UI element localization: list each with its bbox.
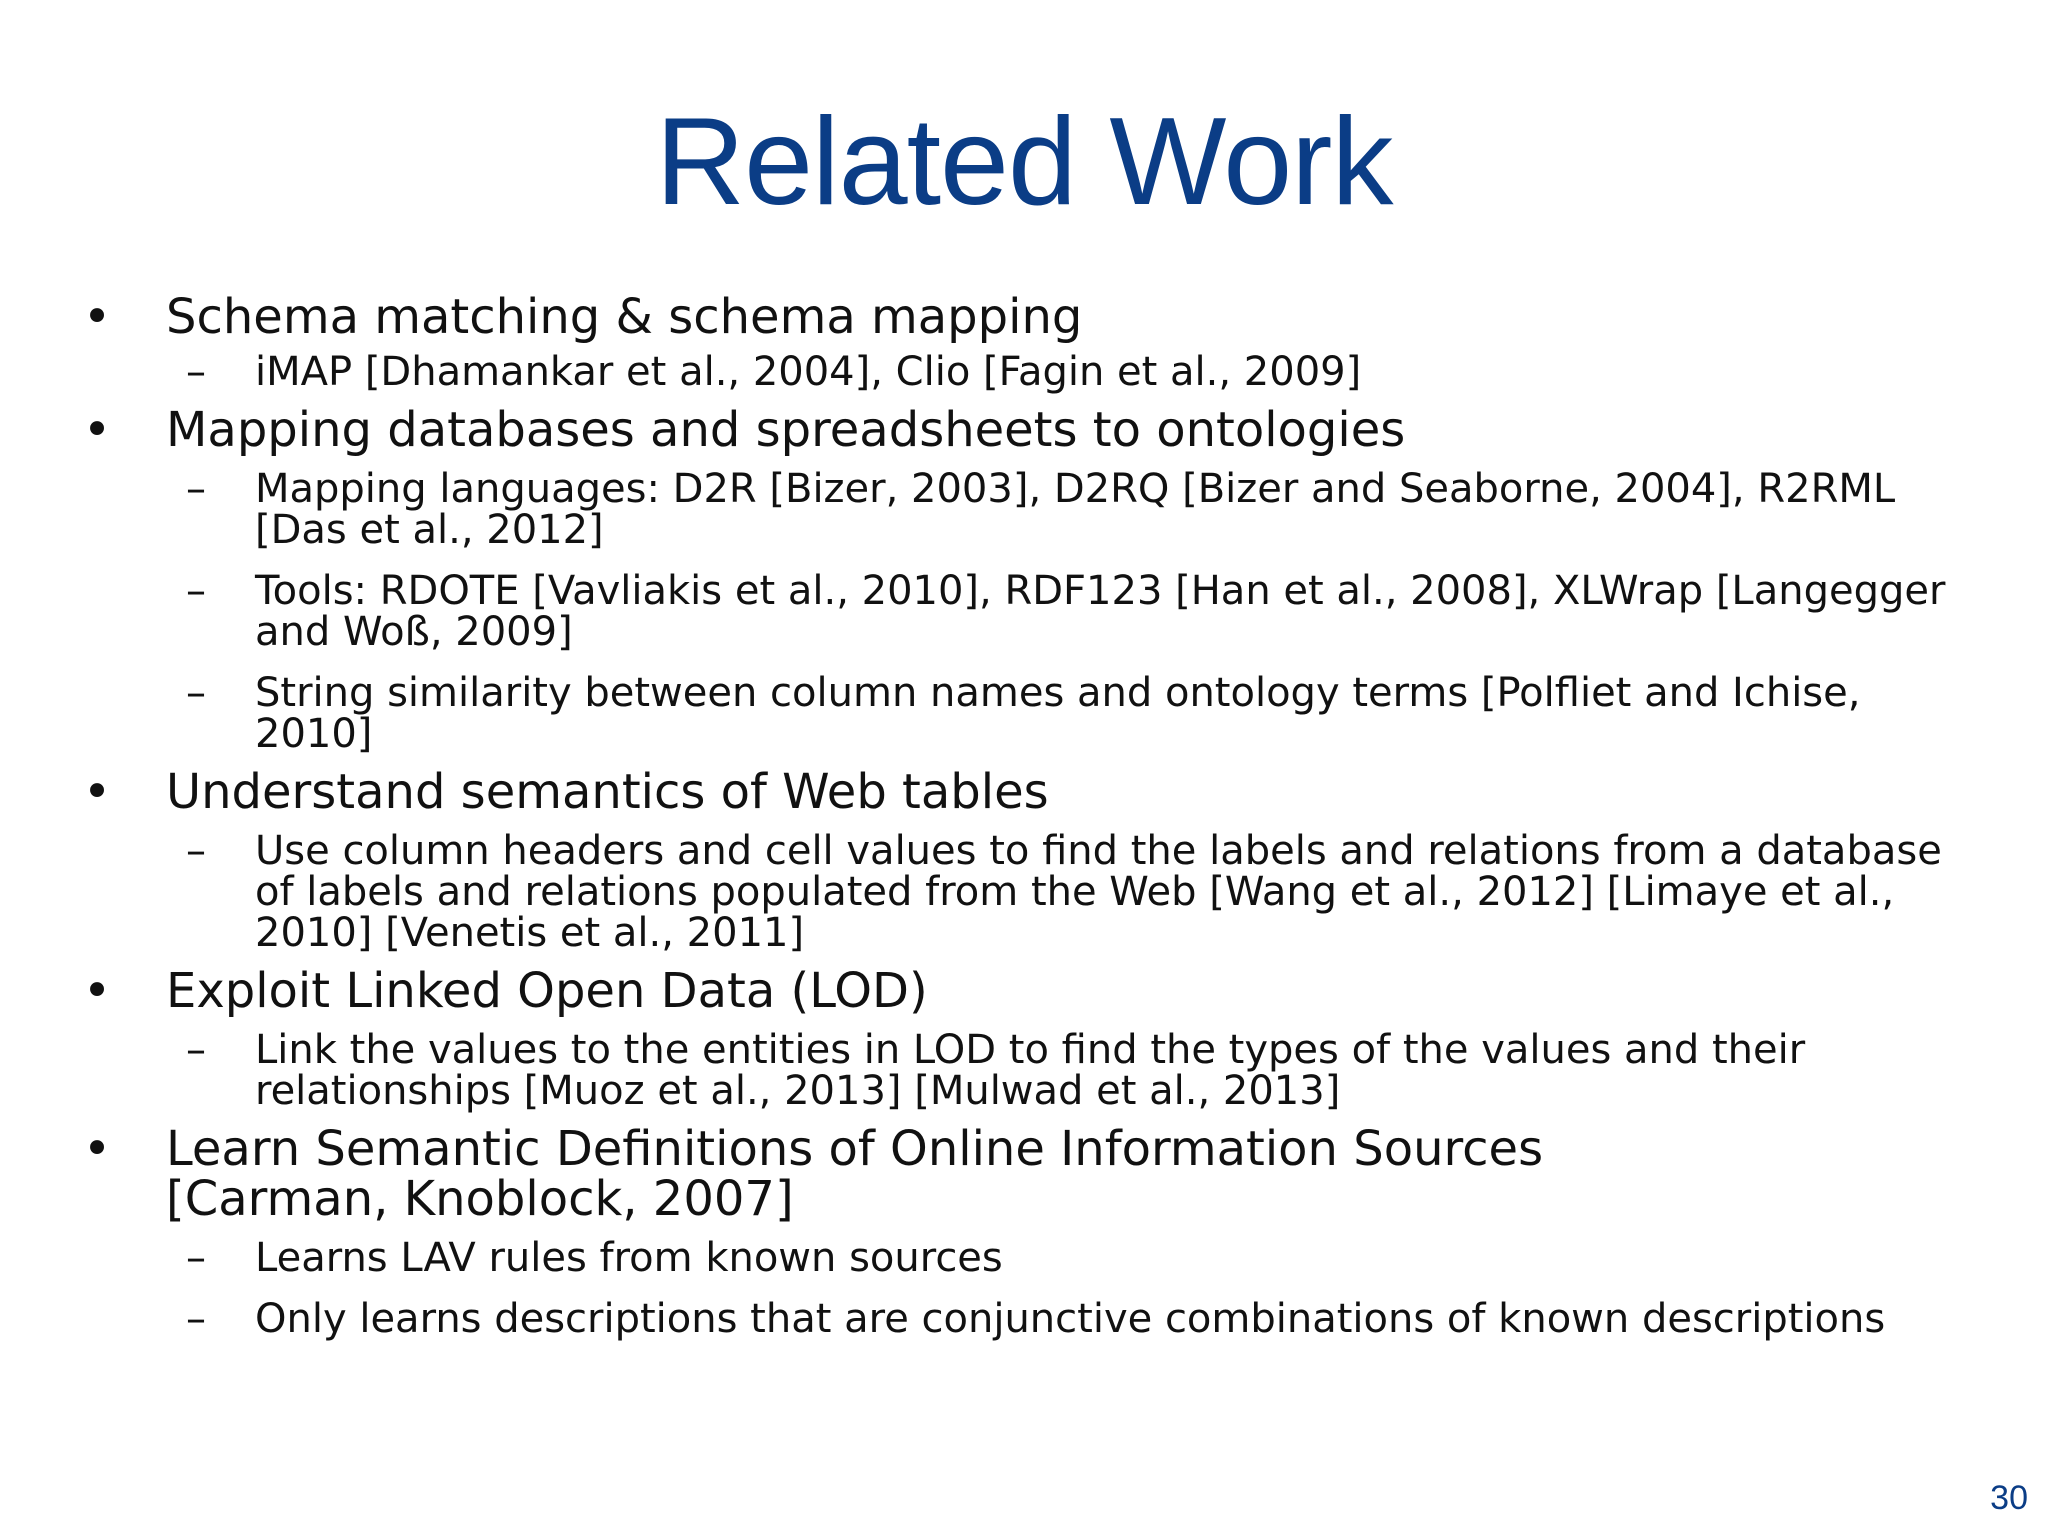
dash-icon: – — [186, 1235, 206, 1281]
sub-bullet-item — [82, 1027, 1982, 1114]
bullet-item — [82, 1121, 1982, 1227]
bullet-item — [82, 764, 1982, 820]
bullet-icon: • — [82, 963, 112, 1019]
dash-icon: – — [186, 670, 206, 716]
sub-bullet-text: iMAP [Dhamankar et al., 2004], Clio [Fagin et al., 2009] — [255, 349, 1362, 395]
dash-icon: – — [186, 466, 206, 512]
bullet-item — [82, 289, 1982, 345]
bullet-icon: • — [82, 289, 112, 345]
bullet-icon: • — [82, 764, 112, 820]
bullet-item — [82, 402, 1982, 458]
sub-bullet-text: Only learns descriptions that are conjunctive combinations of known descriptions — [255, 1296, 1886, 1342]
dash-icon: – — [186, 568, 206, 614]
bullet-text: Learn Semantic Definitions of Online Information Sources [Carman, Knoblock, 2007] — [166, 1121, 1544, 1227]
bullet-text: Schema matching & schema mapping — [166, 289, 1083, 345]
bullet-item — [82, 963, 1982, 1019]
sub-bullet-text: Tools: RDOTE [Vavliakis et al., 2010], RDF123 [Han et al., 2008], XLWrap [Langegger and Woß, 2009] — [255, 568, 1946, 655]
bullet-text: Exploit Linked Open Data (LOD) — [166, 963, 928, 1019]
bullet-text: Mapping databases and spreadsheets to ontologies — [166, 402, 1406, 458]
sub-bullet-item — [82, 828, 1982, 956]
sub-bullet-text: Mapping languages: D2R [Bizer, 2003], D2RQ [Bizer and Seaborne, 2004], R2RML [Das et al., 2012] — [255, 466, 1896, 553]
sub-bullet-text: Use column headers and cell values to find the labels and relations from a database of labels and relations populated from the Web [Wang et al., 2012] [Limaye et al., 2010] [Venetis et al., 2011] — [255, 828, 1942, 956]
dash-icon: – — [186, 1027, 206, 1073]
bullet-text: Understand semantics of Web tables — [166, 764, 1049, 820]
sub-bullet-item — [82, 568, 1982, 655]
sub-bullet-item — [82, 349, 1982, 395]
sub-bullet-item — [82, 466, 1982, 553]
bullet-list — [82, 289, 1982, 1342]
sub-bullet-item — [82, 1235, 1982, 1281]
bullet-icon: • — [82, 1121, 112, 1177]
sub-bullet-text: Learns LAV rules from known sources — [255, 1235, 1003, 1281]
dash-icon: – — [186, 1296, 206, 1342]
sub-bullet-item — [82, 670, 1982, 757]
dash-icon: – — [186, 349, 206, 395]
slide-title: Related Work — [655, 93, 1393, 231]
bullet-icon: • — [82, 402, 112, 458]
sub-bullet-item — [82, 1296, 1982, 1342]
page-number: 30 — [1990, 1479, 2028, 1517]
dash-icon: – — [186, 828, 206, 874]
sub-bullet-text: String similarity between column names and ontology terms [Polfliet and Ichise, 2010] — [255, 670, 1861, 757]
sub-bullet-text: Link the values to the entities in LOD to find the types of the values and their relationships [Muoz et al., 2013] [Mulwad et al., 2013] — [255, 1027, 1806, 1114]
